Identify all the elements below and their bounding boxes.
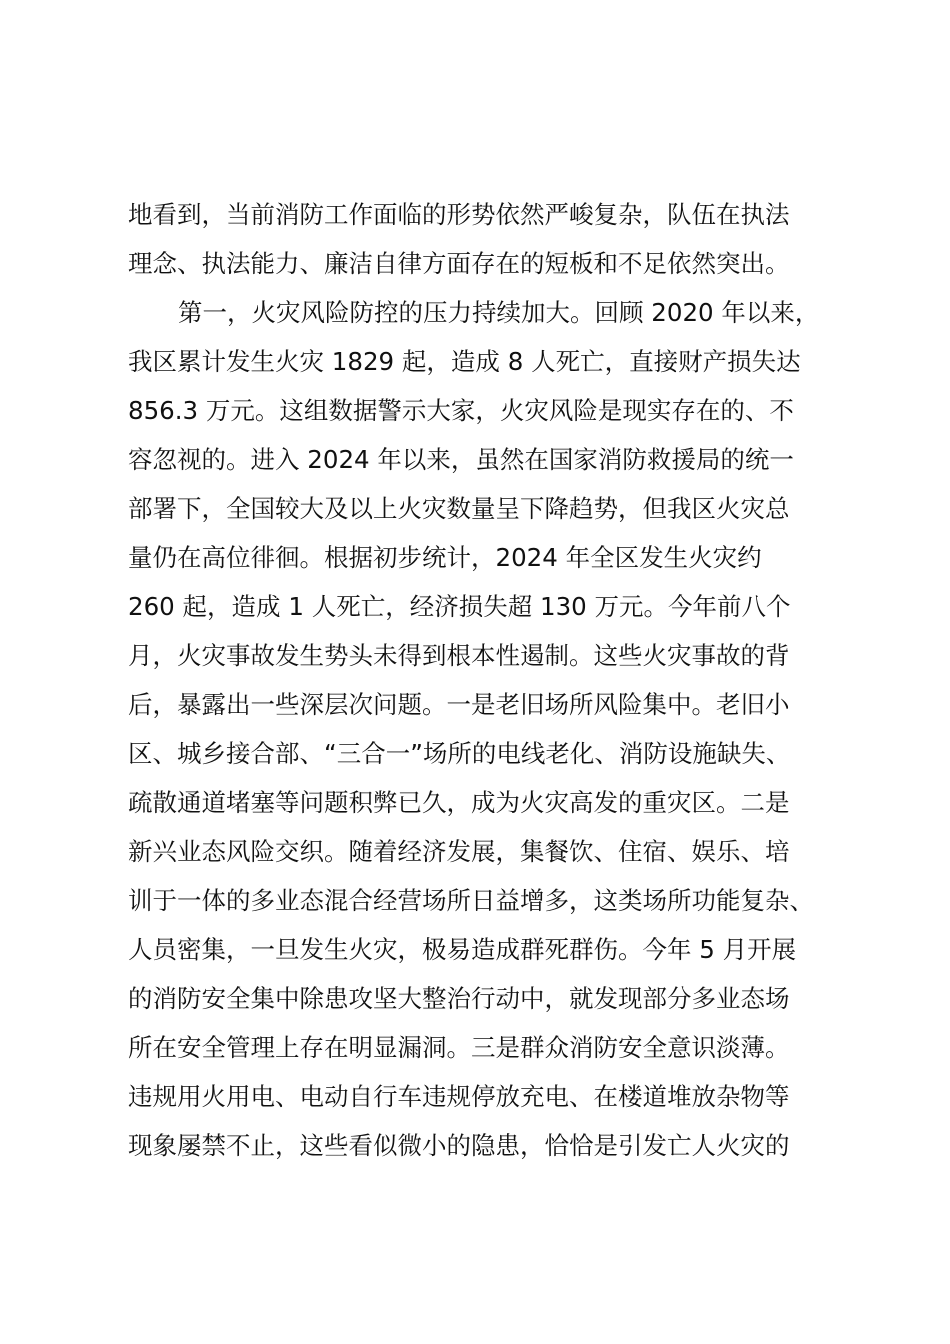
text-line: 人员密集，一旦发生火灾，极易造成群死群伤。今年 5 月开展 bbox=[128, 935, 797, 964]
paragraph-start-line: 第一，火灾风险防控的压力持续加大。回顾 2020 年以来， bbox=[178, 298, 820, 327]
text-line: 现象屡禁不止，这些看似微小的隐患，恰恰是引发亡人火灾的 bbox=[128, 1131, 790, 1160]
body-text bbox=[128, 190, 848, 1170]
text-line: 我区累计发生火灾 1829 起，造成 8 人死亡，直接财产损失达 bbox=[128, 347, 801, 376]
text-line: 所在安全管理上存在明显漏洞。三是群众消防安全意识淡薄。 bbox=[128, 1033, 790, 1062]
text-line: 理念、执法能力、廉洁自律方面存在的短板和不足依然突出。 bbox=[128, 249, 790, 278]
text-line: 856.3 万元。这组数据警示大家，火灾风险是现实存在的、不 bbox=[128, 396, 794, 425]
text-line: 月，火灾事故发生势头未得到根本性遏制。这些火灾事故的背 bbox=[128, 641, 790, 670]
text-line: 的消防安全集中除患攻坚大整治行动中，就发现部分多业态场 bbox=[128, 984, 790, 1013]
text-line: 违规用火用电、电动自行车违规停放充电、在楼道堆放杂物等 bbox=[128, 1082, 790, 1111]
text-line: 训于一体的多业态混合经营场所日益增多，这类场所功能复杂、 bbox=[128, 886, 814, 915]
text-line: 容忽视的。进入 2024 年以来，虽然在国家消防救援局的统一 bbox=[128, 445, 794, 474]
text-line: 后，暴露出一些深层次问题。一是老旧场所风险集中。老旧小 bbox=[128, 690, 790, 719]
text-line: 260 起，造成 1 人死亡，经济损失超 130 万元。今年前八个 bbox=[128, 592, 791, 621]
text-line: 区、城乡接合部、“三合一”场所的电线老化、消防设施缺失、 bbox=[128, 739, 791, 768]
text-line: 量仍在高位徘徊。根据初步统计，2024 年全区发生火灾约 bbox=[128, 543, 762, 572]
text-line: 疏散通道堵塞等问题积弊已久，成为火灾高发的重灾区。二是 bbox=[128, 788, 790, 817]
text-line: 新兴业态风险交织。随着经济发展，集餐饮、住宿、娱乐、培 bbox=[128, 837, 790, 866]
text-line: 部署下，全国较大及以上火灾数量呈下降趋势，但我区火灾总 bbox=[128, 494, 790, 523]
text-line: 地看到，当前消防工作面临的形势依然严峻复杂，队伍在执法 bbox=[128, 200, 790, 229]
